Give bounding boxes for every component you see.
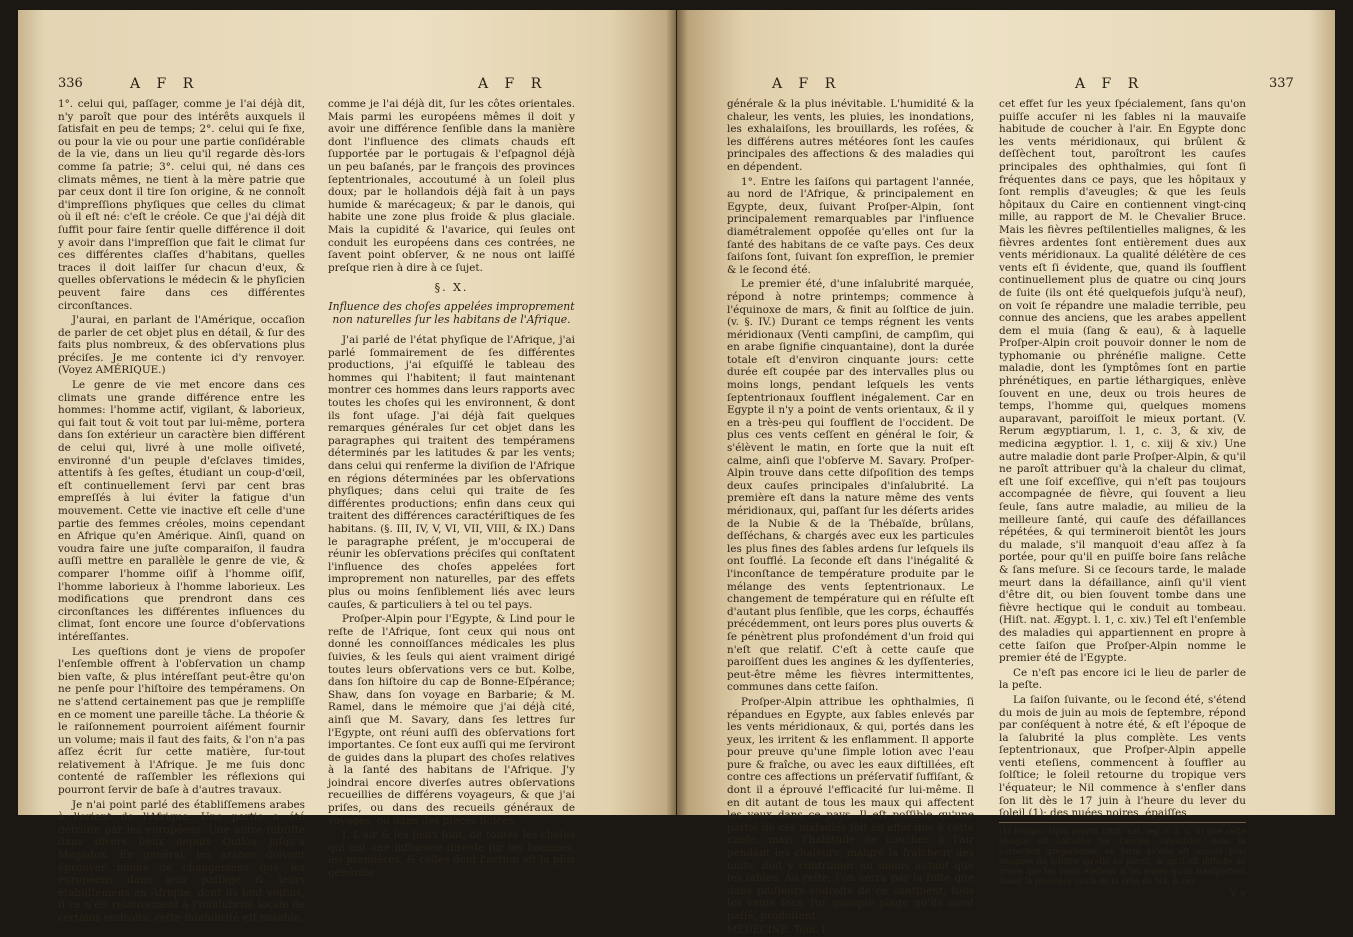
paragraph: générale & la plus inévitable. L'humidité & la chaleur, les vents, les pluies, les inondations, les exhalaiſons, les brouillards, les roſées, & les différens autres météores ſont les cauſes principales des affections & des maladies qui en dépendent. <box>727 98 974 173</box>
left-page-column-1 <box>58 98 305 924</box>
running-head-right-2: A F R <box>1075 76 1145 92</box>
right-page <box>677 10 1335 936</box>
paragraph: Le premier été, d'une inſalubrité marquée, répond à notre printemps; commence à l'équinoxe de mars, & finit au ſolſtice de juin. (v. §. IV.) Durant ce temps régnent les vents méridionaux (Venti campſini, de campſim, qui en arabe ſignifie cinquantaine), dont la durée totale eſt d'environ cinquante jours: cette durée eſt coupée par des intervalles plus ou moins longs, pendant leſquels les vents ſeptentrionaux ſoufflent inégalement. Car en Egypte il n'y a point de vents orientaux, & il y en a très-peu qui ſoufflent de l'occident. De plus ces vents ceſſent en général le ſoir, & s'élèvent le matin, en ſorte que la nuit eſt calme, ainſi que l'obſerve M. Savary. Proſper-Alpin trouve dans cette diſpoſition des temps deux cauſes principales d'inſalubrité. La première eſt dans la nature même des vents méridionaux, qui, paſſant ſur les déſerts arides de la Nubie & de la Thébaïde, brûlans, deſſéchans, & chargés avec eux les particules les plus fines des ſables ardens ſur leſquels ils ont ſoufflé. La ſeconde eſt dans l'inégalité & l'inconſtance de température produite par le mélange des vents ſeptentrionaux. Le changement de température qui en réſulte eſt d'autant plus ſenſible, que les corps, échauffés précédemment, ont leurs pores plus ouverts & ſe pénètrent plus profondément d'un froid qui n'eſt que relatif. C'eſt à cette cauſe que paroiſſent dues les angines & les dyſſenteries, peut-être même les fièvres intermittentes, communes dans cette ſaiſon. <box>727 278 974 694</box>
right-page-column-2 <box>999 98 1246 900</box>
paragraph: comme je l'ai déjà dit, ſur les côtes orientales. Mais parmi les européens mêmes il doit y avoir une différence ſenſible dans la manière dont l'influence des climats chauds eſt ſupportée par le portugais & l'eſpagnol déjà un peu baſanés, par le françois des provinces ſeptentrionales, accoutumé à un ſoleil plus doux; par le hollandois déjà fait à un pays humide & marécageux; & par le danois, qui habite une zone plus froide & plus glaciale. Mais la cupidité & l'avarice, qui ſeules ont conduit les européens dans ces contrées, ne ſavent point obſerver, & ne nous ont laiſſé preſque rien à dire à ce ſujet. <box>328 98 575 274</box>
paragraph: 1°. Entre les ſaiſons qui partagent l'année, au nord de l'Afrique, & principalement en Egypte, deux, ſuivant Proſper-Alpin, ſont principalement remarquables par l'influence diamétralement oppoſée qu'elles ont ſur la ſanté des habitans de ce vaſte pays. Ces deux ſaiſons ſont, ſuivant ſon expreſſion, le premier & le ſecond été. <box>727 175 974 276</box>
paragraph: Ce n'eſt pas encore ici le lieu de parler de la peſte. <box>999 666 1246 692</box>
book-spread <box>18 10 1335 936</box>
footnote: (1) Proſper-Alpin avertit (Hiſt. nat. æg. l. 1, c. 8) que cette époque eſt calculée ſur l'ancien calendrier, dans la correction grégorienne; en ſorte qu'elle eſt encore plus éloignée du ſolſtice qu'elle ne paroît, & qu'il eſt difficile de croire que les vents éteſiens & les nuées qu'ils tranſportent ſoient la première cauſe de la crue du Nil; & ces <box>999 822 1246 887</box>
running-head-right-1: A F R <box>772 76 842 92</box>
running-head-left-1: A F R <box>130 76 200 92</box>
running-head-left-2: A F R <box>478 76 548 92</box>
right-page-column-1 <box>727 98 974 936</box>
left-page <box>18 10 676 924</box>
left-page-column-2 <box>328 98 575 880</box>
paragraph: J'aurai, en parlant de l'Amérique, occaſion de parler de cet objet plus en détail, & ſur des faits plus nombreux, & des obſervations plus préciſes. Je me contente ici d'y renvoyer. (Voyez AMÉRIQUE.) <box>58 314 305 377</box>
page-number-right: 337 <box>1269 76 1294 91</box>
paragraph: Les queſtions dont je viens de propoſer l'enſemble offrent à l'obſervation un champ bien vaſte, & plus intéreſſant peut-être qu'on ne penſe pour l'hiſtoire des tempéramens. On ne s'attend certainement pas que je rempliſſe en ce moment une pareille tâche. La théorie & le raiſonnement pourroient aiſément fournir un volume; mais il faut des faits, & l'on n'a pas aſſez écrit ſur cette matière, ſur-tout relativement à l'Afrique. Je me ſuis donc contenté de raſſembler les réflexions qui pourront ſervir de baſe à d'autres travaux. <box>58 645 305 797</box>
book-gutter <box>666 10 688 815</box>
paragraph: cet effet ſur les yeux ſpécialement, ſans qu'on puiſſe accuſer ni les ſables ni la mauvaiſe habitude de coucher à l'air. En Egypte donc les vents méridionaux, qui brûlent & deſſèchent tout, paroîtront les cauſes principales des ophthalmies, qui ſont ſi fréquentes dans ce pays, que les hôpitaux y ſont remplis d'aveugles; & que les ſeuls hôpitaux du Caire en contiennent vingt-cinq mille, au rapport de M. le Chevalier Bruce. Mais les fièvres peſtilentielles malignes, & les fièvres ardentes ſont entièrement dues aux vents méridionaux. La qualité délétère de ces vents eſt ſi évidente, que, quand ils ſoufflent continuellement plus de quatre ou cinq jours de ſuite (ils ont été quelquefois juſqu'à neuf), on voit ſe répandre une maladie terrible, peu connue des anciens, que les arabes appellent dem el muia (ſang & eau), & à laquelle Proſper-Alpin croit pouvoir donner le nom de typhomanie ou phrénéſie maligne. Cette maladie, dont les ſymptômes ſont en partie phrénétiques, en partie léthargiques, enlève ſouvent en une, deux ou trois heures de temps, l'homme qui, quelques momens auparavant, paroiſſoit le mieux portant. (V. Rerum ægyptiarum, l. 1, c. 3, & xiv, de medicina ægyptior. l. 1, c. xiij & xiv.) Une autre maladie dont parle Proſper-Alpin, & qu'il ne paroît attribuer qu'à la chaleur du climat, eſt une ſoif exceſſive, qui n'eſt pas toujours accompagnée de fièvre, qui ſouvent a lieu ſeule, ſans autre maladie, au milieu de la meilleure ſanté, qui cauſe des défaillances répétées, & qui termineroit bientôt les jours du malade, s'il manquoit d'eau aſſez à ſa portée, pour qu'il en puiſſe boire ſans relâche & ſans meſure. Si ce ſecours tarde, le malade meurt dans la défaillance, ainſi qu'il vient d'être dit, ou bien ſouvent tombe dans une fièvre hectique qui le conduit au tombeau. (Hiſt. nat. Ægypt. l. 1, c. xiv.) Tel eſt l'enſemble des maladies qui appartiennent en propre à cette ſaiſon que Proſper-Alpin nomme le premier été de l'Egypte. <box>999 98 1246 665</box>
paragraph: Je n'ai point parlé des établiſſemens arabes à l'orient de l'Afrique. Une partie a été détruite par les européens. Une autre ſubſiſte dans divers lieux depuis Quiloa juſqu'à Magadox. En général, les arabes doivent éprouver moins de changemens que les européens dans leur paſſage & leurs établiſſemens en Afrique, dont ils ſont voiſins, ſi ce n'eſt relativement à l'inſalubrité locale de certains endroits: cette inſalubrité eſt notable, <box>58 798 305 924</box>
paragraph: 1°. celui qui, paſſager, comme je l'ai déjà dit, n'y paroît que pour des intérêts auxquels il ſatisfait en peu de temps; 2°. celui qui ſe fixe, ou pour la vie ou pour une partie conſidérable de la vie, dans un lieu qu'il regarde dès-lors comme ſa patrie; 3°. celui qui, né dans ces climats mêmes, ne tient à la mère patrie que par ceux dont il tire ſon origine, & ne connoît d'impreſſions phyſiques que celles du climat où il eſt né: c'eſt le créole. Ce que j'ai déjà dit ſuffit pour faire ſentir quelle différence il doit y avoir dans l'impreſſion que fait le climat ſur ces différentes claſſes d'habitans, quelles traces il doit laiſſer ſur chacun d'eux, & quelles obſervations le médecin & le phyſicien peuvent faire dans ces différentes circonſtances. <box>58 98 305 312</box>
signature-mark: MÉDECINE. Tom. I. <box>727 924 829 936</box>
paragraph: Le genre de vie met encore dans ces climats une grande différence entre les hommes: l'homme actif, vigilant, & laborieux, qui fait tout & voit tout par lui-même, portera dans ſon extérieur un caractère bien différent de celui qui, livré à une molle oiſiveté, environné d'un peuple d'eſclaves timides, attentifs à ſes geſtes, étudiant un coup-d'œil, eſt continuellement ſervi par cent bras empreſſés à lui éviter la fatigue d'un mouvement. Cette vie inactive eſt celle d'une partie des femmes créoles, moins cependant en Afrique qu'en Amérique. Ainſi, quand on voudra faire une juſte comparaiſon, il faudra auſſi mettre en parallèle le genre de vie, & comparer l'homme oiſif à l'homme oiſif, l'homme laborieux à l'homme laborieux. Les modifications que prendront dans ces circonſtances les différentes influences du climat, ſont encore une ſource d'obſervations intéreſſantes. <box>58 379 305 643</box>
paragraph: Proſper-Alpin pour l'Egypte, & Lind pour le reſte de l'Afrique, ſont ceux qui nous ont donné les connoiſſances médicales les plus ſuivies, & les ſeuls qui aient vraiment dirigé toutes leurs obſervations vers ce but. Kolbe, dans ſon hiſtoire du cap de Bonne-Eſpérance; Shaw, dans ſon voyage en Barbarie; & M. Ramel, dans le mémoire que j'ai déjà cité, ainſi que M. Savary, dans ſes lettres ſur l'Egypte, ont réuni auſſi des obſervations fort importantes. Ce ſont eux auſſi qui me ſerviront de guides dans la plupart des choſes relatives à la ſanté des habitans de l'Afrique. J'y joindrai encore diverſes autres obſervations recueillies de différens voyageurs, & que j'ai priſes, ou dans des recueils généraux de voyages, ou dans des pièces iſolées. <box>328 613 575 827</box>
signature-mark: V v <box>1229 888 1246 900</box>
paragraph: Proſper-Alpin attribue les ophthalmies, ſi répandues en Egypte, aux ſables enlevés par les vents méridionaux, & qui, portés dans les yeux, les irritent & les enflamment. Il apporte pour preuve qu'une ſimple lotion avec l'eau pure & fraîche, ou avec les eaux diſtillées, eſt contre ces affections un préſervatif ſuffiſant, & dont il a éprouvé l'efficacité ſur lui-même. Il en dit autant de tous les maux qui affectent les yeux dans ce pays. Il eſt poſſible qu'une partie de ces maladies ſoit en effet due à cette cauſe; mais l'habitude de coucher à l'air pendant les chaleurs, malgré la fraîcheur des nuits, doit y contribuer au moins autant que les ſables. Au reſte, l'on verra par la ſuite que dans pluſieurs endroits de ce continent, tous les vents ſecs, ſur quelque plage qu'ils aient paſſé, produiſent <box>727 695 974 922</box>
paragraph: J'ai parlé de l'état phyſique de l'Afrique, j'ai parlé ſommairement de ſes différentes productions, j'ai eſquiſſé le tableau des hommes qui l'habitent; il faut maintenant montrer ces hommes dans leurs rapports avec toutes les choſes qui les environnent, & dont ils font uſage. J'ai déjà fait quelques remarques générales ſur cet objet dans les paragraphes qui traitent des tempéramens déterminés par les latitudes & par les vents; dans celui qui renferme la diviſion de l'Afrique en régions déterminées par les obſervations phyſiques; dans celui qui traite de ſes différentes productions; enfin dans ceux qui traitent des différences caractériſtiques de ſes habitans. (§. III, IV, V, VI, VII, VIII, & IX.) Dans le paragraphe préſent, je m'occuperai de réunir les obſervations préciſes qui conſtatent l'influence des choſes appelées fort improprement non naturelles, par des effets plus ou moins ſenſiblement liés avec leurs cauſes, & particuliers à tel ou tel pays. <box>328 334 575 611</box>
paragraph: La ſaiſon ſuivante, ou le ſecond été, s'étend du mois de juin au mois de ſeptembre, répond par conſéquent à notre été, & eſt l'époque de la ſalubrité la plus complète. Les vents ſeptentrionaux, que Proſper-Alpin appelle venti eteſiens, commencent à ſouffler au ſolſtice; le ſoleil retourne du tropique vers l'équateur; le Nil commence à s'enfler dans ſon lit dès le 17 juin à l'heure du lever du ſoleil (1); des nuées noires, épaiſſes, <box>999 693 1246 820</box>
section-number: §. X. <box>434 281 469 295</box>
paragraph: I. L'air & les lieux ſont, de toutes les choſes qui ont une influence directe ſur les hommes, les premières, & celles dont l'action eſt la plus générale <box>328 829 575 880</box>
page-number-left: 336 <box>58 76 83 91</box>
section-heading: Influence des choſes appelées improprement non naturelles ſur les habitans de l'Afrique. <box>328 299 575 326</box>
